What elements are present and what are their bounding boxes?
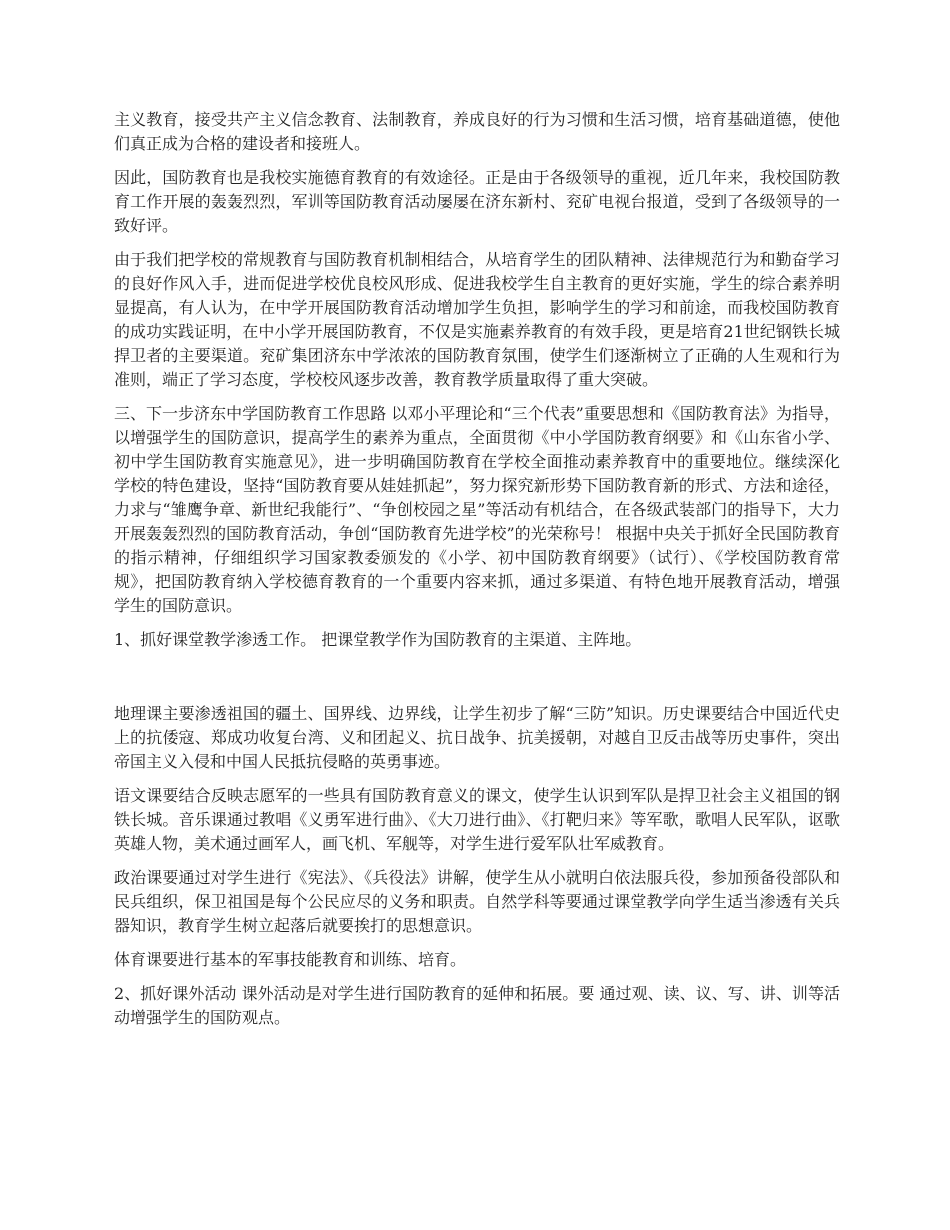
paragraph-politics-science: 政治课要通过对学生进行《宪法》、《兵役法》讲解，使学生从小就明白依法服兵役，参加预备役部队和民兵组织，保卫祖国是每个公民应尽的义务和职责。自然学科等要通过课堂教学向学生适当渗透有关兵器知识，教育学生树立起落后就要挨打的思想意识。 [114, 868, 840, 935]
paragraph-results: 由于我们把学校的常规教育与国防教育机制相结合，从培育学生的团队精神、法律规范行为和勤奋学习的良好作风入手，进而促进学校优良校风形成、促进我校学生自主教育的更好实施，学生的综合素养明显提高，有人认为，在中学开展国防教育活动增加学生负担，影响学生的学习和前途，而我校国防教育的成功实践证明，在中小学开展国防教育，不仅是实施素养教育的有效手段，更是培育21世纪钢铁长城捍卫者的主要渠道。兖矿集团济东中学浓浓的国防教育氛围，使学生们逐渐树立了正确的人生观和行为准则，端正了学习态度，学校校风逐步改善，教育教学质量取得了重大突破。 [114, 250, 840, 389]
paragraph-geography-history: 地理课主要渗透祖国的疆土、国界线、边界线，让学生初步了解“三防”知识。历史课要结合中国近代史上的抗倭寇、郑成功收复台湾、义和团起义、抗日战争、抗美援朝，对越自卫反击战等历史事件，突出帝国主义入侵和中国人民抵抗侵略的英勇事迹。 [114, 704, 840, 771]
paragraph-moral-education: 主义教育，接受共产主义信念教育、法制教育，养成良好的行为习惯和生活习惯，培育基础道德，使他们真正成为合格的建设者和接班人。 [114, 110, 840, 153]
paragraph-next-steps: 三、下一步济东中学国防教育工作思路 以邓小平理论和“三个代表”重要思想和《国防教育法》为指导，以增强学生的国防意识，提高学生的素养为重点，全面贯彻《中小学国防教育纲要》和《山东省小学、初中学生国防教育实施意见》，进一步明确国防教育在学校全面推动素养教育中的重要地位。继续深化学校的特色建设，坚持“国防教育要从娃娃抓起”，努力探究新形势下国防教育新的形式、方法和途径，力求与“雏鹰争章、新世纪我能行”、“争创校园之星”等活动有机结合，在各级武装部门的指导下，大力开展轰轰烈烈的国防教育活动，争创“国防教育先进学校”的光荣称号！ 根据中央关于抓好全民国防教育的指示精神，仔细组织学习国家教委颁发的《小学、初中国防教育纲要》（试行）、《学校国防教育常规》，把国防教育纳入学校德育教育的一个重要内容来抓，通过多渠道、有特色地开展教育活动，增强学生的国防意识。 [114, 404, 840, 615]
paragraph-extracurricular: 2、抓好课外活动 课外活动是对学生进行国防教育的延伸和拓展。要 通过观、读、议、写、讲、训等活动增强学生的国防观点。 [114, 984, 840, 1027]
blank-gap [114, 662, 840, 702]
paragraph-classroom-teaching: 1、抓好课堂教学渗透工作。 把课堂教学作为国防教育的主渠道、主阵地。 [114, 630, 642, 649]
paragraph-chinese-music-art: 语文课要结合反映志愿军的一些具有国防教育意义的课文，使学生认识到军队是捍卫社会主义祖国的钢铁长城。音乐课通过教唱《义勇军进行曲》、《大刀进行曲》、《打靶归来》等军歌，歌唱人民军队，讴歌英雄人物，美术通过画军人，画飞机、军舰等，对学生进行爱军队壮军威教育。 [114, 786, 840, 853]
paragraph-therefore: 因此，国防教育也是我校实施德育教育的有效途径。正是由于各级领导的重视，近几年来，我校国防教育工作开展的轰轰烈烈，军训等国防教育活动屡屡在济东新村、兖矿电视台报道，受到了各级领导的一致好评。 [114, 168, 840, 235]
paragraph-physical-education: 体育课要进行基本的军事技能教育和训练、培育。 [114, 950, 467, 969]
document-body [114, 108, 840, 1040]
